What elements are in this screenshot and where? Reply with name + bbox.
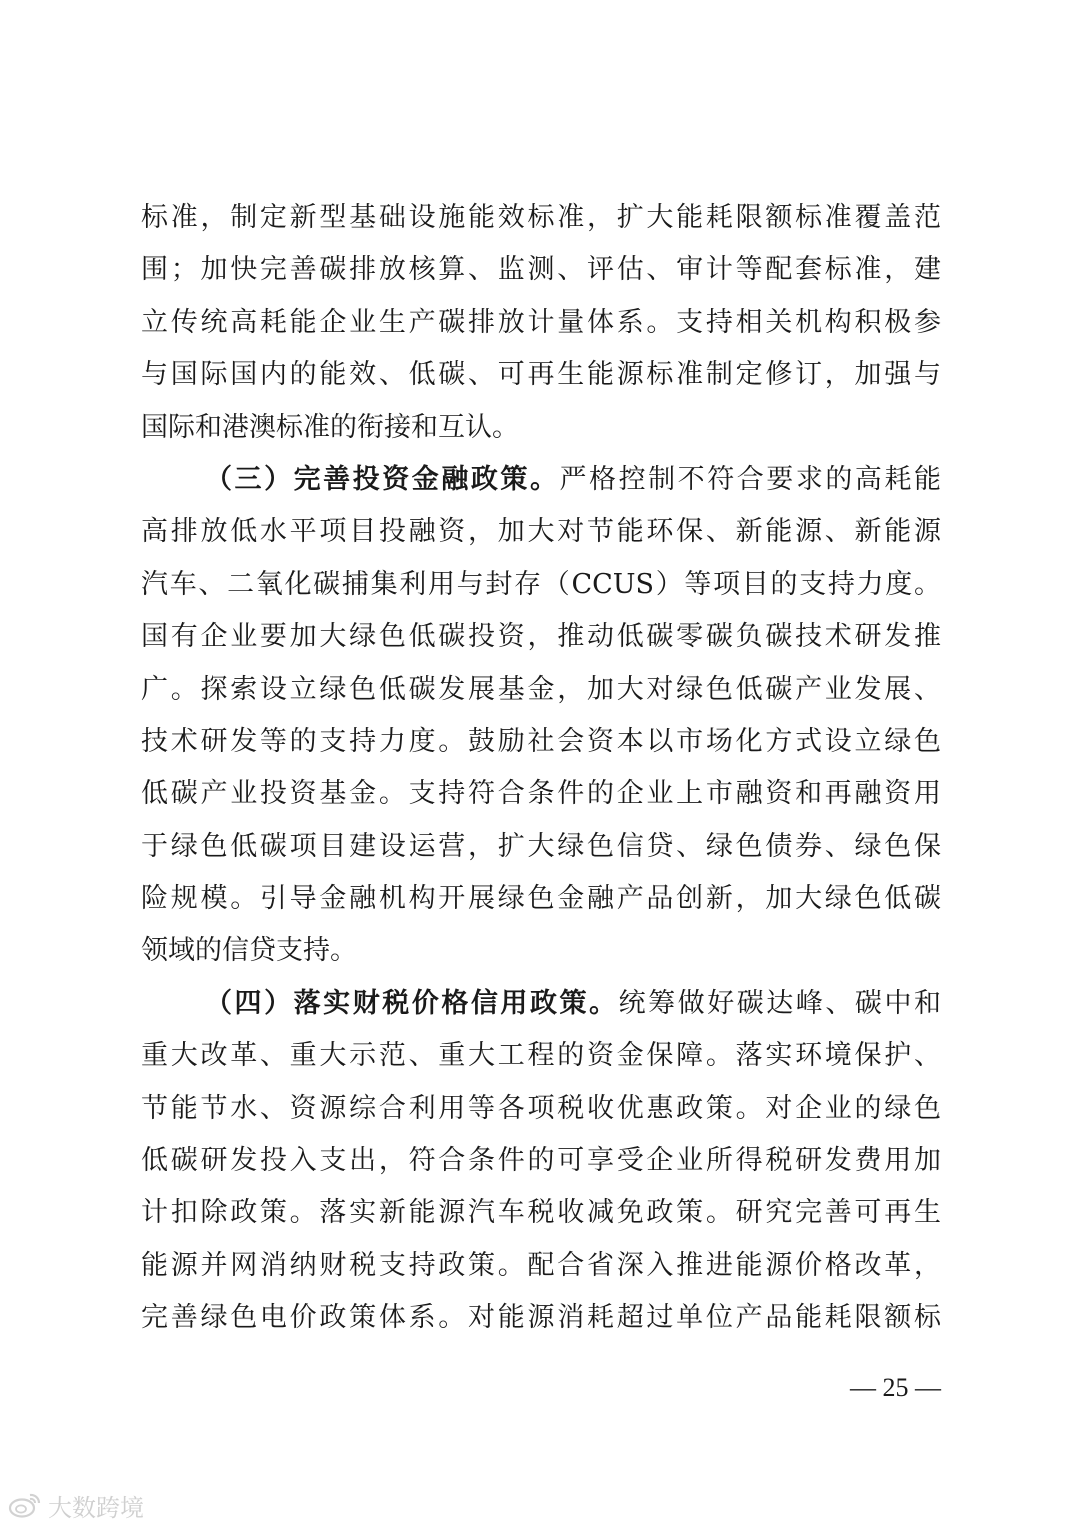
text-line: 广。探索设立绿色低碳发展基金，加大对绿色低碳产业发展、 <box>141 673 941 705</box>
text-line: 与国际国内的能效、低碳、可再生能源标准制定修订，加强与 <box>141 359 941 391</box>
text-line: 节能节水、资源综合利用等各项税收优惠政策。对企业的绿色 <box>141 1092 941 1124</box>
text-line: 于绿色低碳项目建设运营，扩大绿色信贷、绿色债券、绿色保 <box>141 830 941 862</box>
text-line: 低碳研发投入支出，符合条件的可享受企业所得税研发费用加 <box>141 1145 941 1177</box>
section-heading-line <box>141 454 941 506</box>
text-line: 计扣除政策。落实新能源汽车税收减免政策。研究完善可再生 <box>141 1197 941 1229</box>
text-line: 领域的信贷支持。 <box>141 935 357 967</box>
text-line: 围；加快完善碳排放核算、监测、评估、审计等配套标准，建 <box>141 254 941 286</box>
text-line: 低碳产业投资基金。支持符合条件的企业上市融资和再融资用 <box>141 778 941 810</box>
watermark-text: 大数跨境 <box>48 1493 144 1522</box>
weibo-logo-icon <box>8 1491 42 1519</box>
text-line: 国际和港澳标准的衔接和互认。 <box>141 411 519 443</box>
text-line: 标准，制定新型基础设施能效标准，扩大能耗限额标准覆盖范 <box>141 202 941 233</box>
section-heading-4: （四）落实财税价格信用政策。 <box>205 987 619 1019</box>
text-line: 高排放低水平项目投融资，加大对节能环保、新能源、新能源 <box>141 516 941 548</box>
text-line: 险规模。引导金融机构开展绿色金融产品创新，加大绿色低碳 <box>141 883 941 915</box>
text-line: 立传统高耗能企业生产碳排放计量体系。支持相关机构积极参 <box>141 306 941 338</box>
text-line: 国有企业要加大绿色低碳投资，推动低碳零碳负碳技术研发推 <box>141 621 941 653</box>
watermark <box>8 1488 144 1522</box>
text-line: 完善绿色电价政策体系。对能源消耗超过单位产品能耗限额标 <box>141 1302 941 1334</box>
body-text <box>141 192 941 1345</box>
text-run: 严格控制不符合要求的高耗能 <box>559 463 941 495</box>
text-line: 重大改革、重大示范、重大工程的资金保障。落实环境保护、 <box>141 1040 941 1072</box>
text-run: 统筹做好碳达峰、碳中和 <box>618 987 941 1019</box>
section-heading-line <box>141 978 941 1030</box>
text-line: 汽车、二氧化碳捕集利用与封存（CCUS）等项目的支持力度。 <box>141 568 941 600</box>
text-line: 技术研发等的支持力度。鼓励社会资本以市场化方式设立绿色 <box>141 725 941 757</box>
section-heading-3: （三）完善投资金融政策。 <box>205 463 560 495</box>
page-number: — 25 — <box>850 1373 941 1402</box>
text-line: 能源并网消纳财税支持政策。配合省深入推进能源价格改革， <box>141 1249 941 1281</box>
